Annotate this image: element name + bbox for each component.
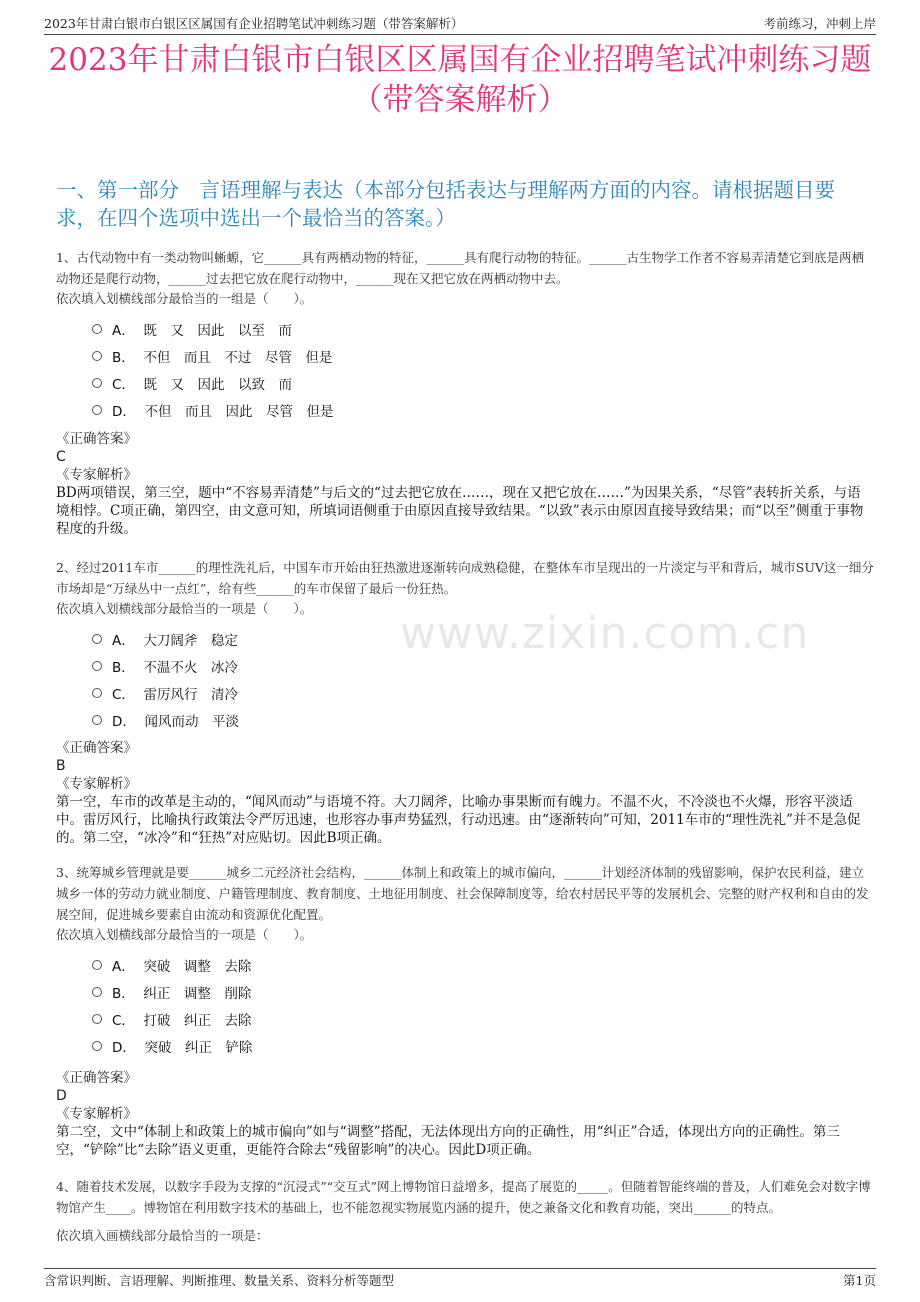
analysis-text: 第二空，文中“体制上和政策上的城市偏向”如与“调整”搭配，无法体现出方向的正确性，用“纠正”合适，体现出方向的正确性。第三空，“铲除”比“去除”语义更重，更能符合除去“残留影响”的决心。因此D项正确。	[56, 1124, 840, 1158]
radio-icon[interactable]	[92, 378, 102, 388]
radio-icon[interactable]	[92, 1041, 102, 1051]
option-d[interactable]: D． 突破 纠正 铲除	[56, 1032, 874, 1059]
answer-label: 《正确答案》	[56, 431, 137, 447]
answer-value: D	[56, 1088, 67, 1104]
header-slogan: 考前练习，冲刺上岸	[763, 16, 876, 31]
option-list	[56, 951, 874, 1059]
option-list	[56, 315, 874, 423]
analysis-label: 《专家解析》	[56, 776, 137, 792]
option-d[interactable]: D． 闻风而动 平淡	[56, 706, 874, 733]
watermark: www.zixin.com.cn	[400, 608, 810, 659]
option-c[interactable]: C． 雷厉风行 清冷	[56, 679, 874, 706]
radio-icon[interactable]	[92, 987, 102, 997]
option-a[interactable]: A． 既 又 因此 以至 而	[56, 315, 874, 342]
option-b[interactable]: B． 不但 而且 不过 尽管 但是	[56, 342, 874, 369]
radio-icon[interactable]	[92, 960, 102, 970]
option-b[interactable]: B． 不温不火 冰冷	[56, 652, 874, 679]
option-b[interactable]: B． 纠正 调整 削除	[56, 978, 874, 1005]
question-stem: 4、随着技术发展，以数字手段为支撑的“沉浸式”“交互式”网上博物馆日益增多，提高了展览的_____。但随着智能终端的普及，人们难免会对数字博物馆产生____。博物馆在利用数字技术的基础上，也不能忽视实物展览内涵的提升，使之兼备文化和教育功能，突出______的特点。	[56, 1179, 871, 1215]
radio-icon[interactable]	[92, 324, 102, 334]
page-footer	[44, 1268, 876, 1291]
answer-block-2	[56, 739, 874, 847]
radio-icon[interactable]	[92, 634, 102, 644]
radio-icon[interactable]	[92, 688, 102, 698]
analysis-text: 第一空，车市的改革是主动的，“闻风而动”与语境不符。大刀阔斧，比喻办事果断而有魄力。不温不火，不冷淡也不火爆，形容平淡适中。雷厉风行，比喻执行政策法令严厉迅速，也形容办事声势猛烈，行动迅速。由“逐渐转向”可知，2011车市的“理性洗礼”并不是急促的。第二空，“冰冷”和“狂热”对应贴切。因此B项正确。	[56, 794, 861, 846]
title-line-1: 2023年甘肃白银市白银区区属国有企业招聘笔试冲刺练习题	[48, 42, 872, 78]
document-title	[44, 40, 876, 120]
answer-label: 《正确答案》	[56, 1070, 137, 1086]
question-prompt: 依次填入划横线部分最恰当的一项是（ ）。	[56, 927, 313, 942]
option-c[interactable]: C． 既 又 因此 以致 而	[56, 369, 874, 396]
analysis-label: 《专家解析》	[56, 467, 137, 483]
header-doc-name: 2023年甘肃白银市白银区区属国有企业招聘笔试冲刺练习题（带答案解析）	[44, 16, 464, 31]
question-1	[56, 247, 874, 423]
question-stem: 2、经过2011车市______的理性洗礼后，中国车市开始由狂热激进逐渐转向成熟稳健，在整体车市呈现出的一片淡定与平和背后，城市SUV这一细分市场却是“万绿丛中一点红”，给有些______的车市保留了最后一份狂热。	[56, 560, 874, 596]
radio-icon[interactable]	[92, 405, 102, 415]
radio-icon[interactable]	[92, 351, 102, 361]
radio-icon[interactable]	[92, 661, 102, 671]
answer-value: B	[56, 758, 66, 774]
section-heading: 一、第一部分 言语理解与表达（本部分包括表达与理解两方面的内容。请根据题目要求，在四个选项中选出一个最恰当的答案。）	[56, 178, 835, 230]
analysis-label: 《专家解析》	[56, 1106, 137, 1122]
question-stem: 1、古代动物中有一类动物叫蜥螈，它______具有两栖动物的特征，______具有爬行动物的特征。______古生物学工作者不容易弄清楚它到底是两栖动物还是爬行动物，______过去把它放在爬行动物中，______现在又把它放在两栖动物中去。	[56, 250, 864, 286]
radio-icon[interactable]	[92, 715, 102, 725]
footer-note: 含常识判断、言语理解、判断推理、数量关系、资料分析等题型	[44, 1273, 395, 1288]
question-prompt: 依次填入划横线部分最恰当的一组是（ ）。	[56, 291, 313, 306]
answer-label: 《正确答案》	[56, 740, 137, 756]
question-stem: 3、统筹城乡管理就是要______城乡二元经济社会结构，______体制上和政策上的城市偏向，______计划经济体制的残留影响，保护农民利益，建立城乡一体的劳动力就业制度、户籍管理制度、教育制度、土地征用制度、社会保障制度等，给农村居民平等的发展机会、完整的财产权利和自由的发展空间，促进城乡要素自由流动和资源优化配置。	[56, 865, 869, 922]
option-d[interactable]: D． 不但 而且 因此 尽管 但是	[56, 396, 874, 423]
option-a[interactable]: A． 突破 调整 去除	[56, 951, 874, 978]
page-number: 第1页	[843, 1273, 876, 1288]
option-c[interactable]: C． 打破 纠正 去除	[56, 1005, 874, 1032]
page-header	[44, 10, 876, 35]
question-prompt: 依次填入画横线部分最恰当的一项是：	[56, 1228, 269, 1243]
question-4	[56, 1176, 874, 1246]
title-line-2: （带答案解析）	[351, 82, 569, 118]
option-a[interactable]: A． 大刀阔斧 稳定	[56, 625, 874, 652]
answer-block-3	[56, 1069, 874, 1159]
analysis-text: BD两项错误，第三空，题中“不容易弄清楚”与后文的“过去把它放在……，现在又把它放在……”为因果关系，“尽管”表转折关系，与语境相悖。C项正确，第四空，由文意可知，所填词语侧重于由原因直接导致结果。“以致”表示由原因直接导致结果；而“以至”侧重于事物程度的升级。	[56, 485, 864, 537]
answer-block-1	[56, 430, 874, 538]
question-prompt: 依次填入划横线部分最恰当的一项是（ ）。	[56, 601, 313, 616]
question-3	[56, 862, 874, 1059]
radio-icon[interactable]	[92, 1014, 102, 1024]
answer-value: C	[56, 449, 66, 465]
